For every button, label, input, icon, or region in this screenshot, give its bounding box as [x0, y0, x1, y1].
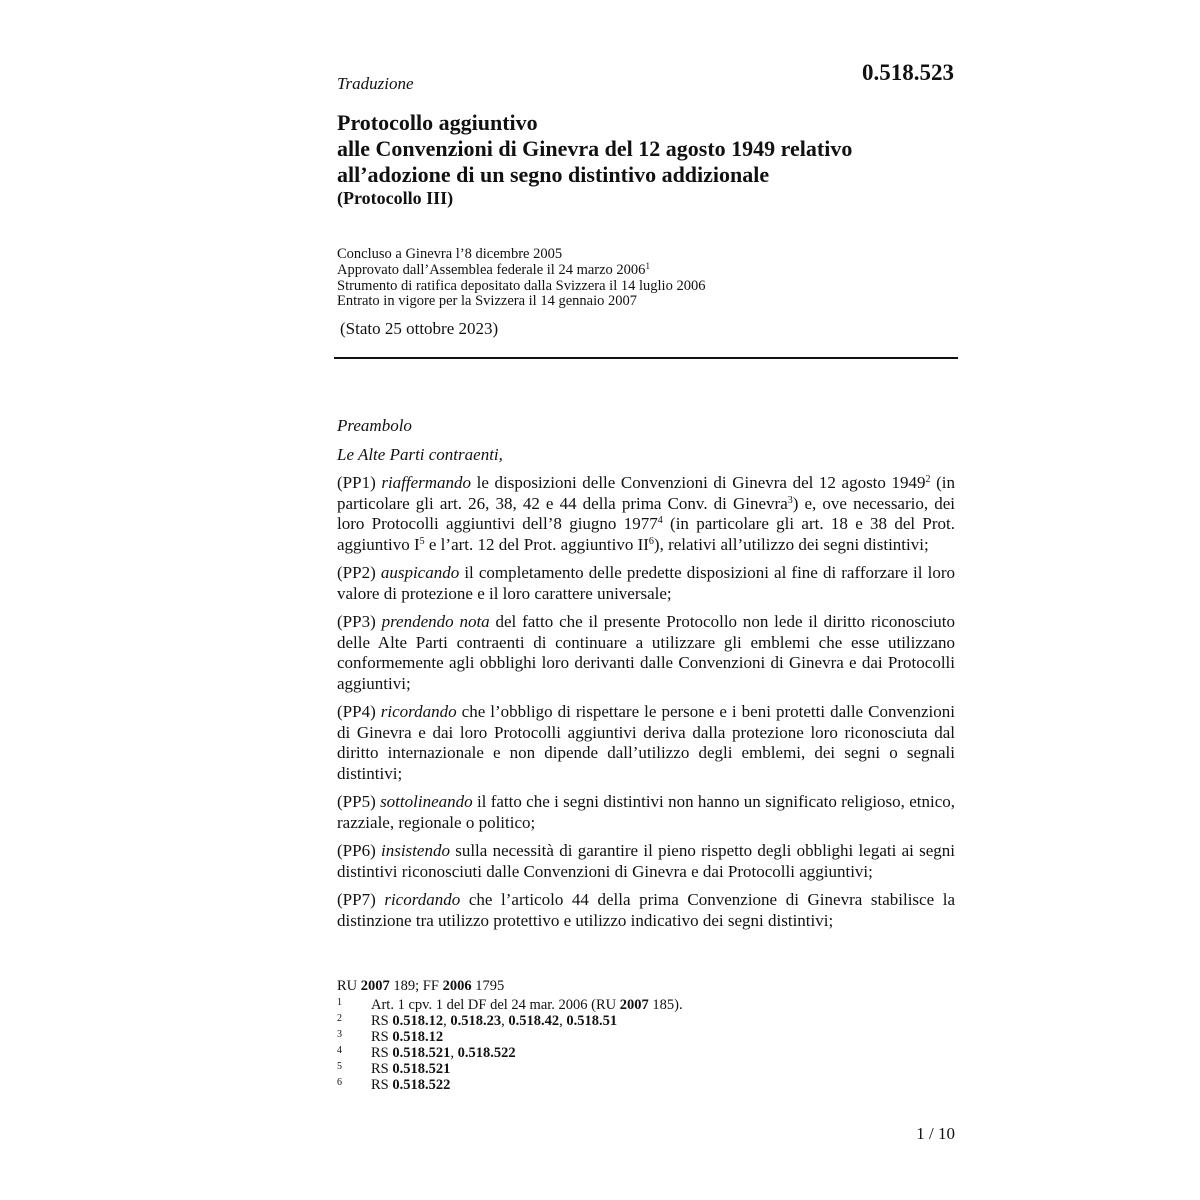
paragraph-pp2: (PP2) auspicando il completamento delle predette disposizioni al fine di rafforzare il loro valore di protezione e il loro carattere universale;	[337, 563, 955, 603]
sr-link[interactable]: 0.518.521	[392, 1061, 451, 1077]
sr-number: 0.518.523	[862, 60, 954, 85]
footnote-ref[interactable]: 6	[648, 535, 654, 547]
concluded-date: Concluso a Ginevra l’8 dicembre 2005	[337, 246, 563, 262]
footnote-3: 3 RS 0.518.12	[337, 1029, 444, 1045]
sr-link[interactable]: 0.518.12	[392, 1013, 444, 1029]
footnote-number: 1	[337, 997, 342, 1008]
sr-link[interactable]: 0.518.23	[450, 1013, 502, 1029]
title-line: Protocollo aggiuntivo	[337, 110, 538, 135]
document-metadata	[337, 247, 705, 310]
sr-link[interactable]: 0.518.522	[457, 1045, 516, 1061]
parties-line: Le Alte Parti contraenti,	[337, 444, 503, 464]
footnote-1: 1 Art. 1 cpv. 1 del DF del 24 mar. 2006 (RU 2007 185).	[337, 997, 683, 1013]
title-line: alle Convenzioni di Ginevra del 12 agosto 1949 relativo	[337, 136, 853, 161]
footnote-ref[interactable]: 3	[787, 494, 793, 506]
header-divider	[334, 357, 958, 359]
paragraph-pp5: (PP5) sottolineando il fatto che i segni distintivi non hanno un significato religioso, etnico, razziale, regionale o politico;	[337, 792, 956, 832]
paragraph-pp3: (PP3) prendendo nota del fatto che il presente Protocollo non lede il diritto riconosciuto delle Alte Parti contraenti di continuare a utilizzare gli emblemi che esse utilizzano conformemente agli obblighi loro derivanti dalle Convenzioni di Ginevra e dai Protocolli aggiuntivi;	[337, 612, 955, 693]
footnote-ref[interactable]: 2	[925, 474, 931, 485]
paragraph-pp1: (PP1) riaffermando le disposizioni delle Convenzioni di Ginevra del 12 agosto 1949$^2$ (in particolare gli art. 26, 38, 42 e 44 della prima Conv. di Ginevra$^3$) e, ove necessario, dei loro Protocolli aggiuntivi dell’8 giugno 1977$^4$ (in particolare gli art. 18 e 38 del Prot. aggiuntivo $I^5$ e l’art. 12 del Prot. aggiuntivo $II^6$), relativi all’utilizzo dei segni distintivi;	[337, 473, 955, 554]
footnote-6: 6 RS 0.518.522	[337, 1077, 451, 1093]
sr-link[interactable]: 0.518.522	[392, 1077, 451, 1093]
document-title	[337, 110, 957, 188]
preamble-heading: Preambolo	[337, 416, 412, 435]
footnote-number: 2	[337, 1013, 342, 1024]
footnote-number: 3	[337, 1029, 342, 1040]
sr-link[interactable]: 0.518.42	[508, 1013, 560, 1029]
title-line: all’adozione di un segno distintivo addizionale	[337, 162, 770, 187]
footnotes	[337, 978, 683, 1093]
footnote-5: 5 RS 0.518.521	[337, 1061, 451, 1077]
footnote-ref[interactable]: 5	[419, 535, 425, 547]
footnote-2: 2 RS 0.518.12, 0.518.23, 0.518.42, 0.518.51	[337, 1013, 618, 1029]
paragraph-pp6: (PP6) insistendo sulla necessità di garantire il pieno rispetto degli obblighi legati ai segni distintivi riconosciuti dalle Convenzioni di Ginevra e dai Protocolli aggiuntivi;	[337, 841, 955, 881]
sr-link[interactable]: 0.518.12	[392, 1029, 444, 1045]
paragraph-pp4: (PP4) ricordando che l’obbligo di rispettare le persone e i beni protetti dalle Convenzioni di Ginevra e dai loro Protocolli aggiuntivi deriva dalla protezione loro riconosciuta dal diritto internazionale e non dipende dall’utilizzo degli emblemi, dei segni o segnali distintivi;	[337, 702, 956, 783]
approved-date: Approvato dall’Assemblea federale il 24 marzo 2006$^1$	[337, 260, 650, 278]
sr-link[interactable]: 0.518.51	[566, 1013, 618, 1029]
ratification-date: Strumento di ratifica depositato dalla Svizzera il 14 luglio 2006	[337, 277, 706, 294]
in-force-date: Entrato in vigore per la Svizzera il 14 gennaio 2007	[337, 293, 637, 310]
footnote-number: 5	[337, 1061, 342, 1072]
sr-link[interactable]: 0.518.521	[392, 1045, 451, 1061]
footnote-4: 4 RS 0.518.521, 0.518.522	[337, 1045, 516, 1061]
page-number: 1 / 10	[916, 1124, 955, 1143]
source-reference: RU 2007 189; FF 2006 1795	[337, 978, 505, 994]
footnote-number: 4	[337, 1045, 342, 1056]
status-date: (Stato 25 ottobre 2023)	[340, 319, 499, 338]
footnote-ref[interactable]: 4	[657, 515, 663, 526]
document-subtitle: (Protocollo III)	[337, 188, 454, 208]
footnote-ref[interactable]: 1	[645, 260, 650, 271]
footnote-number: 6	[337, 1077, 342, 1088]
preamble-body	[337, 416, 955, 939]
paragraph-pp7: (PP7) ricordando che l’articolo 44 della prima Convenzione di Ginevra stabilisce la distinzione tra utilizzo protettivo e utilizzo indicativo dei segni distintivi;	[337, 890, 956, 930]
translation-label: Traduzione	[337, 74, 414, 93]
